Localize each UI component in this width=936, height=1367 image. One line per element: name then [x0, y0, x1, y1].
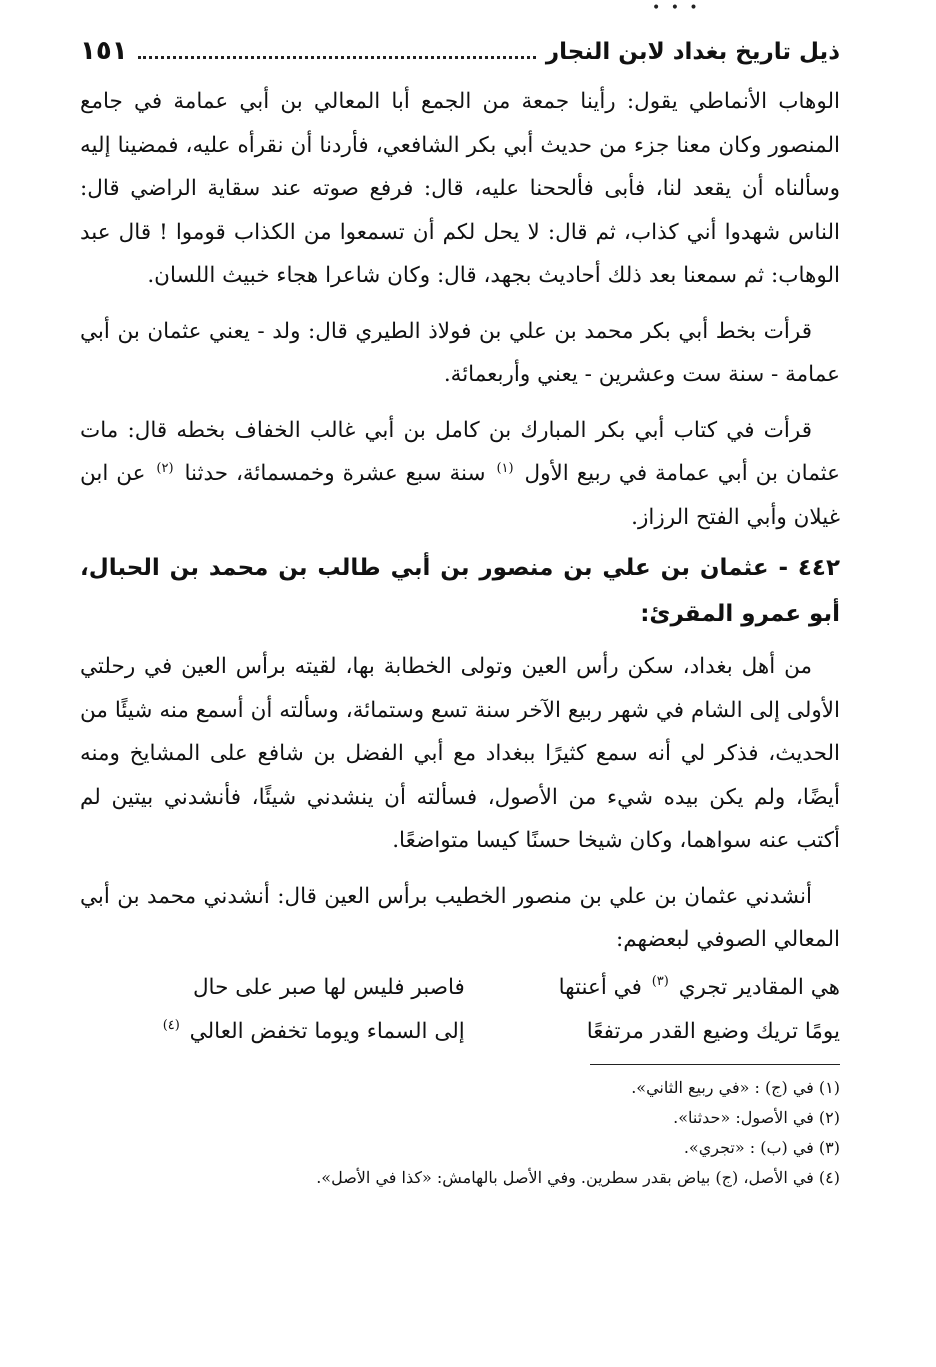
footnote-separator [590, 1064, 840, 1065]
footnote-4: (٤) في الأصل، (ج) بياض بقدر سطرين. وفي الأصل بالهامش: «كذا في الأصل». [316, 1167, 840, 1187]
paragraph-2: قرأت بخط أبي بكر محمد بن علي بن فولاذ الطيري قال: ولد - يعني عثمان بن أبي عمامة - سنة ست وعشرين - يعني وأربعمائة. [80, 318, 840, 387]
page-body [80, 28, 840, 1193]
verse-1 [80, 966, 840, 1010]
header-leader-dots [138, 55, 536, 59]
footnote-2: (٢) في الأصول: «حدثنا». [673, 1107, 840, 1127]
paragraph-3-text-c: عن ابن غيلان وأبي الفتح الرزاز. [80, 461, 840, 530]
footnote-ref-4: (٤) [162, 1018, 180, 1034]
verse-1-first-text-b: في أعنتها [558, 974, 642, 1000]
footnote-ref-2: (٢) [156, 460, 174, 476]
paragraph-3-text-a: قرأت في كتاب أبي بكر المبارك بن كامل بن أبي غالب الخفاف بخطه قال: مات عثمان بن أبي عمامة في ربيع الأول [80, 417, 840, 486]
footnote-1: (١) في (ج) : «في ربيع الثاني». [631, 1077, 840, 1097]
footnote-3: (٣) في (ب) : «تجري». [683, 1137, 840, 1157]
verse-2 [80, 1010, 840, 1054]
running-title: ذيل تاريخ بغداد لابن النجار [545, 39, 840, 65]
paragraph-3 [80, 409, 840, 540]
paragraph-1: الوهاب الأنماطي يقول: رأينا جمعة من الجمع أبا المعالي بن أبي عمامة في جامع المنصور وكان معنا جزء من حديث أبي بكر الشافعي، فأردنا أن نقرأه عليه، فمضينا إليه وسألناه أن يقعد لنا، فأبى فألححنا عليه، قال: فرفع صوته عند سقاية الراضي قال: الناس شهدوا أني كذاب، ثم قال: لا يحل لكم أن تسمعوا من الكذاب قوموا ! قال عبد الوهاب: ثم سمعنا بعد ذلك أحاديث بجهد، قال: وكان شاعرا هجاء خبيث اللسان. [80, 89, 840, 288]
footnotes [80, 1073, 840, 1193]
verse-2-second-text: إلى السماء ويوما تخفض العالي [189, 1018, 465, 1044]
spacer [80, 397, 840, 409]
verse-1-first-text-a: هي المقادير تجري [678, 974, 840, 1000]
paragraph-3-text-b: سنة سبع عشرة وخمسمائة، حدثنا [184, 461, 486, 486]
verse-1-second-hemistich: فاصبر فليس لها صبر على حال [192, 974, 465, 1000]
footnote-ref-1: (١) [496, 460, 514, 476]
page-number: ١٥١ [80, 36, 128, 66]
spacer [80, 863, 840, 875]
poem [80, 966, 840, 1054]
page-header [80, 36, 840, 80]
verse-1-first-hemistich [475, 966, 840, 1010]
verse-2-first-hemistich: يومًا تريك وضيع القدر مرتفعًا [586, 1018, 840, 1044]
paragraph-5: أنشدني عثمان بن علي بن منصور الخطيب برأس العين قال: أنشدني محمد بن أبي المعالي الصوفي لبعضهم: [80, 883, 840, 952]
top-decorative-dots: • • • [652, 0, 701, 16]
footnote-ref-3: (٣) [651, 974, 669, 990]
spacer [80, 298, 840, 310]
verse-2-second-hemistich [80, 1010, 465, 1054]
entry-heading: ٤٤٢ - عثمان بن علي بن منصور بن أبي طالب بن محمد بن الحبال، أبو عمرو المقرئ: [80, 555, 840, 627]
paragraph-4: من أهل بغداد، سكن رأس العين وتولى الخطابة بها، لقيته برأس العين في رحلتي الأولى إلى الشام في شهر ربيع الآخر سنة تسع وستمائة، وسألته أن أسمع منه شيئًا من الحديث، فذكر لي أنه سمع كثيرًا ببغداد مع أبي الفضل بن شافع على المشايخ ومنه أيضًا، ولم يكن بيده شيء من الأصول، فسألته أن ينشدني شيئًا، فأنشدني بيتين لم أكتب عنه سواهما، وكان شيخا حسنًا كيسا متواضعًا. [80, 654, 840, 853]
